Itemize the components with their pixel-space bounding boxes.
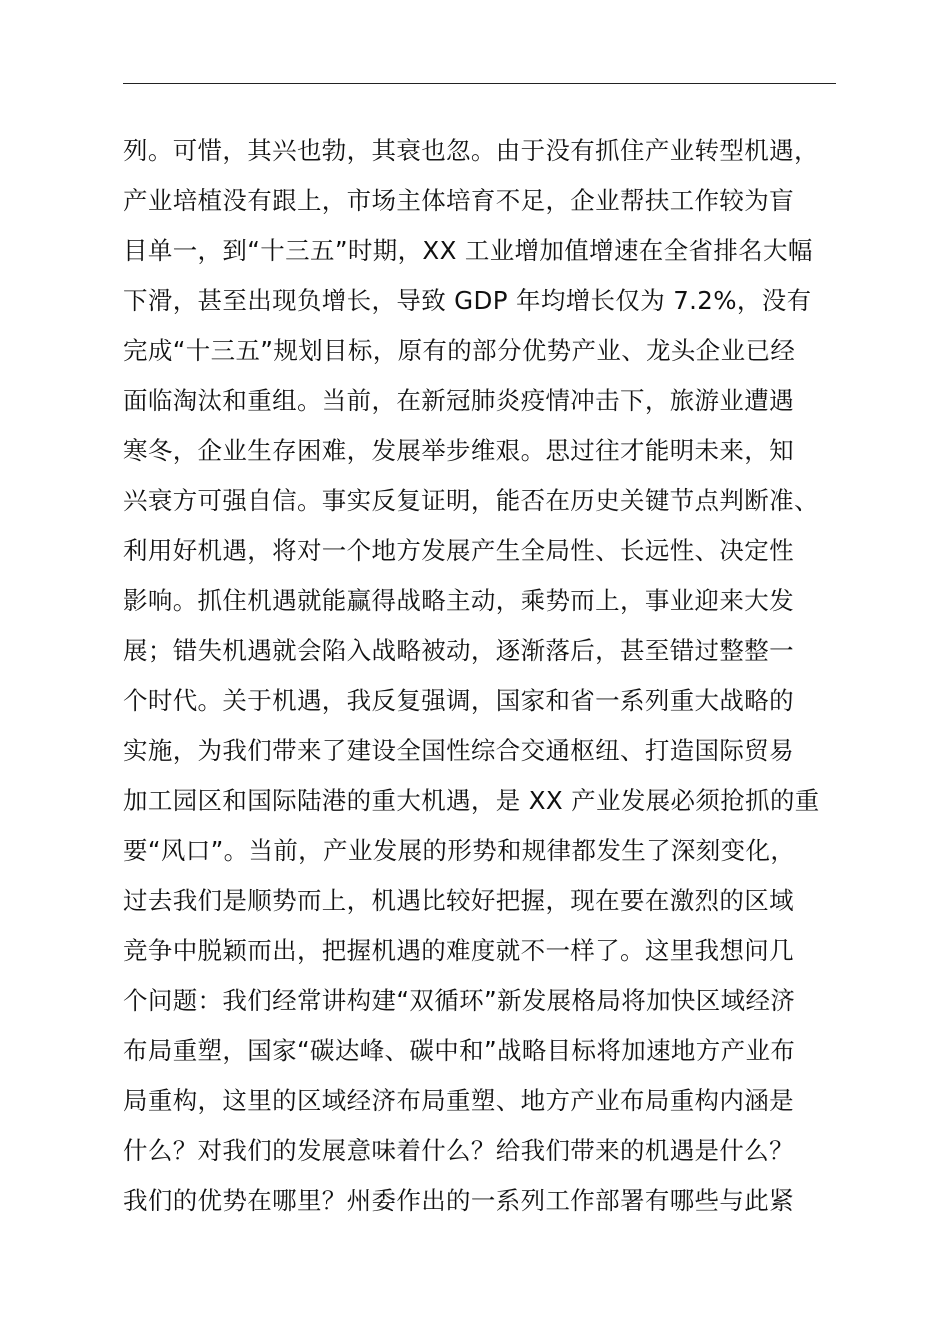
text-line: 我们的优势在哪里？州委作出的一系列工作部署有哪些与此紧 — [123, 1186, 794, 1215]
text-line: 目单一，到“十三五”时期，XX 工业增加值增速在全省排名大幅 — [123, 236, 813, 265]
text-line: 要“风口”。当前，产业发展的形势和规律都发生了深刻变化， — [123, 836, 796, 865]
text-line: 列。可惜，其兴也勃，其衰也忽。由于没有抓住产业转型机遇， — [123, 136, 819, 165]
text-line: 什么？对我们的发展意味着什么？给我们带来的机遇是什么？ — [123, 1136, 794, 1165]
header-rule — [123, 83, 836, 84]
text-line: 面临淘汰和重组。当前，在新冠肺炎疫情冲击下，旅游业遭遇 — [123, 386, 794, 415]
text-line: 完成“十三五”规划目标，原有的部分优势产业、龙头企业已经 — [123, 336, 796, 365]
text-line: 展；错失机遇就会陷入战略被动，逐渐落后，甚至错过整整一 — [123, 636, 794, 665]
text-line: 利用好机遇，将对一个地方发展产生全局性、长远性、决定性 — [123, 536, 794, 565]
text-line: 布局重塑，国家“碳达峰、碳中和”战略目标将加速地方产业布 — [123, 1036, 796, 1065]
text-line: 兴衰方可强自信。事实反复证明，能否在历史关键节点判断准、 — [123, 486, 819, 515]
text-line: 影响。抓住机遇就能赢得战略主动，乘势而上，事业迎来大发 — [123, 586, 794, 615]
text-line: 产业培植没有跟上，市场主体培育不足，企业帮扶工作较为盲 — [123, 186, 794, 215]
body-paragraph — [123, 126, 863, 1226]
text-line: 个问题：我们经常讲构建“双循环”新发展格局将加快区域经济 — [123, 986, 796, 1015]
text-line: 竞争中脱颖而出，把握机遇的难度就不一样了。这里我想问几 — [123, 936, 794, 965]
text-line: 下滑，甚至出现负增长，导致 GDP 年均增长仅为 7.2%，没有 — [123, 286, 812, 315]
text-line: 寒冬，企业生存困难，发展举步维艰。思过往才能明未来，知 — [123, 436, 794, 465]
text-line: 实施，为我们带来了建设全国性综合交通枢纽、打造国际贸易 — [123, 736, 794, 765]
text-line: 局重构，这里的区域经济布局重塑、地方产业布局重构内涵是 — [123, 1086, 794, 1115]
text-line: 个时代。关于机遇，我反复强调，国家和省一系列重大战略的 — [123, 686, 794, 715]
text-line: 加工园区和国际陆港的重大机遇，是 XX 产业发展必须抢抓的重 — [123, 786, 820, 815]
text-line: 过去我们是顺势而上，机遇比较好把握，现在要在激烈的区域 — [123, 886, 794, 915]
